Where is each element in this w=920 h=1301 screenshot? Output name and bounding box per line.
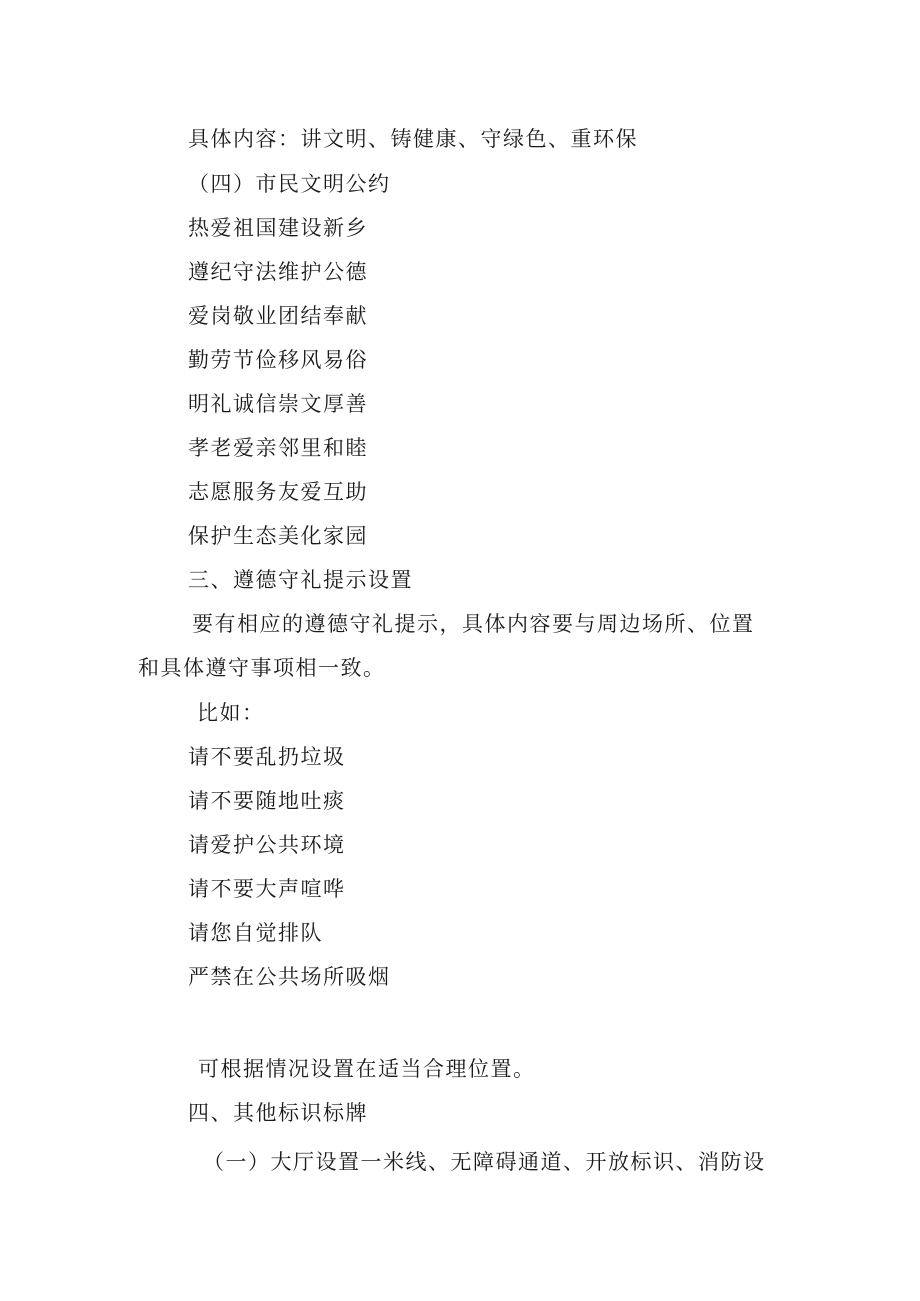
pledge-line: 志愿服务友爱互助 — [188, 480, 368, 504]
content-line: 具体内容：讲文明、铸健康、守绿色、重环保 — [188, 127, 638, 151]
paragraph-line: 可根据情况设置在适当合理位置。 — [198, 1057, 536, 1081]
pledge-line: 孝老爱亲邻里和睦 — [188, 436, 368, 460]
pledge-line: 勤劳节俭移风易俗 — [188, 348, 368, 372]
section-heading: 三、遵德守礼提示设置 — [188, 568, 413, 592]
pledge-line: 明礼诚信崇文厚善 — [188, 392, 368, 416]
section-heading: （四）市民文明公约 — [188, 172, 391, 196]
pledge-line: 爱岗敬业团结奉献 — [188, 304, 368, 328]
reminder-line: 严禁在公共场所吸烟 — [188, 965, 391, 989]
example-label: 比如： — [197, 701, 265, 725]
reminder-line: 请不要乱扔垃圾 — [188, 745, 346, 769]
section-heading: 四、其他标识标牌 — [188, 1101, 368, 1125]
reminder-line: 请爱护公共环境 — [188, 833, 346, 857]
reminder-line: 请不要随地吐痰 — [188, 789, 346, 813]
paragraph-line: （一）大厅设置一米线、无障碍通道、开放标识、消防设 — [203, 1150, 766, 1174]
reminder-line: 请不要大声喧哗 — [188, 877, 346, 901]
paragraph-line: 要有相应的遵德守礼提示，具体内容要与周边场所、位置 — [192, 612, 755, 636]
reminder-line: 请您自觉排队 — [188, 921, 323, 945]
pledge-line: 热爱祖国建设新乡 — [188, 216, 368, 240]
pledge-line: 遵纪守法维护公德 — [188, 260, 368, 284]
pledge-line: 保护生态美化家园 — [188, 524, 368, 548]
paragraph-line: 和具体遵守事项相一致。 — [138, 656, 386, 680]
